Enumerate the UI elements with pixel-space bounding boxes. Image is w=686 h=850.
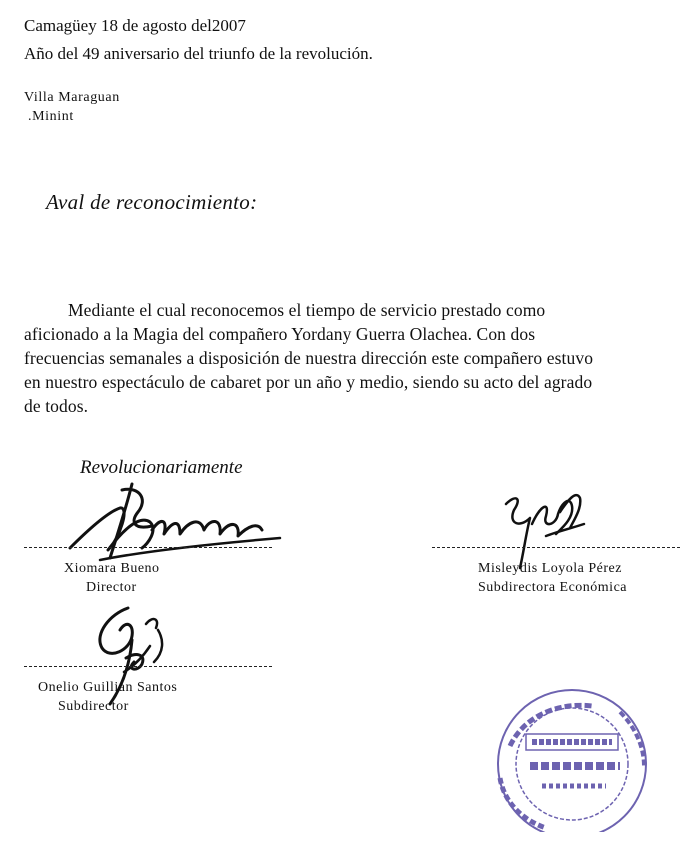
signatory-2-role: Subdirectora Económica (478, 580, 628, 595)
signature-line-2 (432, 547, 680, 548)
signatory-2-name: Misleydis Loyola Pérez (478, 561, 622, 576)
address-line-1: Villa Maraguan (24, 90, 120, 105)
signatory-1-role: Director (86, 580, 137, 595)
signatory-3-role: Subdirector (58, 699, 129, 714)
official-stamp (480, 682, 658, 832)
signatory-1-name: Xiomara Bueno (64, 561, 160, 576)
body-line-3: frecuencias semanales a disposición de nuestra dirección este compañero estuvo (24, 348, 594, 368)
body-line-2: aficionado a la Magia del compañero Yordany Guerra Olachea. Con dos (24, 324, 536, 344)
body-line-1: Mediante el cual reconocemos el tiempo de servicio prestado como (68, 300, 546, 320)
signature-xiomara-bueno (60, 478, 290, 568)
signature-line-3 (24, 666, 272, 667)
body-line-4: en nuestro espectáculo de cabaret por un año y medio, siendo su acto del agrado (24, 372, 593, 392)
commemorative-year-line: Año del 49 aniversario del triunfo de la revolución. (24, 44, 373, 63)
signature-line-1 (24, 547, 272, 548)
document-title: Aval de reconocimiento: (46, 190, 258, 214)
address-line-2: .Minint (28, 109, 74, 124)
body-line-5: de todos. (24, 396, 89, 416)
signatory-3-name: Onelio Guillian Santos (38, 680, 178, 695)
date-line: Camagüey 18 de agosto del2007 (24, 16, 246, 35)
closing-salutation: Revolucionariamente (80, 457, 243, 478)
